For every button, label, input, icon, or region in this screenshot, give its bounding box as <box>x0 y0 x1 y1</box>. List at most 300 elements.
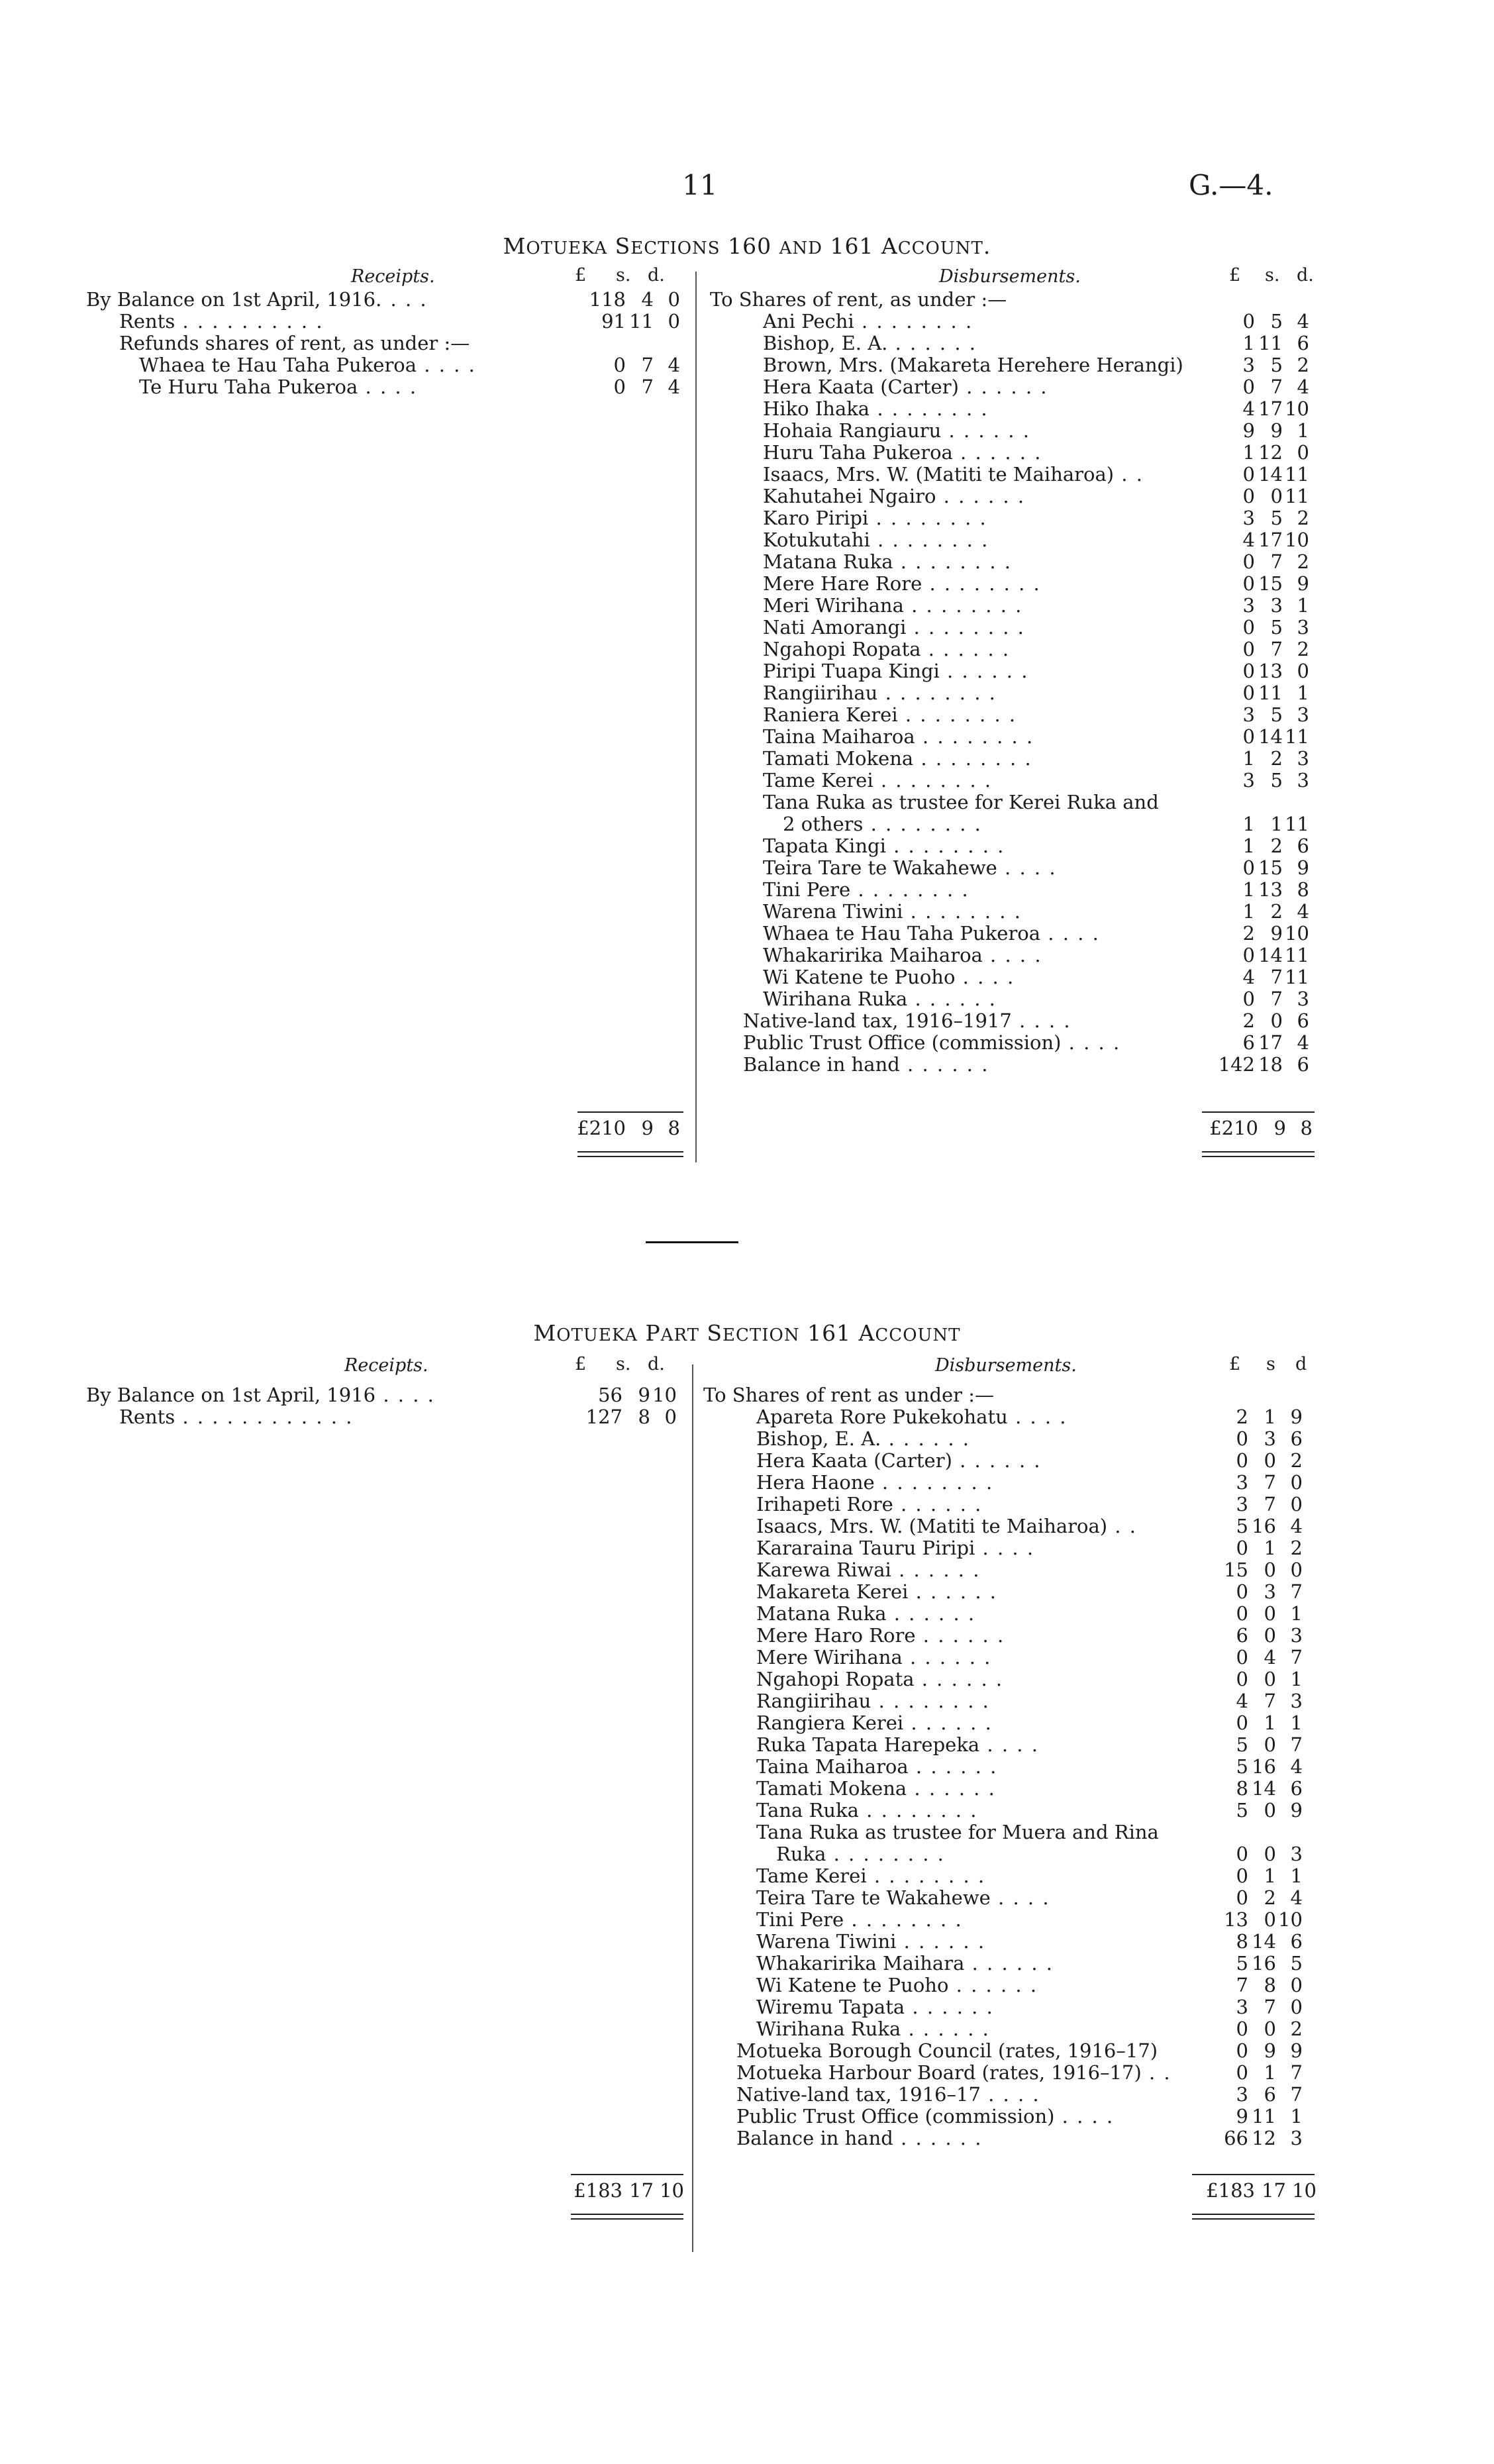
amount <box>1199 398 1315 420</box>
leader-dots: . . . . . . . . <box>874 1471 994 1494</box>
ledger-row <box>703 1975 1319 1996</box>
disbursements-heading-1: Disbursements. <box>939 266 1081 287</box>
amount-pence: 10 <box>1285 529 1309 551</box>
amount-shillings: 16 <box>1252 1952 1276 1975</box>
ledger-label-text: To Shares of rent as under :— <box>703 1384 995 1406</box>
amount-pounds: 0 <box>1236 1449 1248 1472</box>
amount-shillings: 13 <box>1258 660 1283 682</box>
leader-dots: . . <box>1114 463 1144 486</box>
leader-dots: . . . . <box>975 1537 1035 1559</box>
amount-pounds: 0 <box>1236 2018 1248 2040</box>
ledger-label-text: Kararaina Tauru Piripi <box>756 1537 975 1559</box>
ledger-label <box>763 901 1022 923</box>
amount <box>1199 551 1315 573</box>
ledger-label <box>119 333 470 354</box>
ledger-label-text: Rangiera Kerei <box>756 1712 904 1734</box>
ledger-label-text: Motueka Harbour Board (rates, 1916–17) <box>736 2061 1142 2084</box>
amount <box>1192 1822 1308 1843</box>
ledger-row <box>703 1472 1319 1494</box>
leader-dots: . . . . . . . . . . <box>175 310 324 333</box>
ledger-label <box>756 1581 997 1603</box>
ledger-label-text: Apareta Rore Pukekohatu <box>756 1406 1008 1428</box>
ledger-row <box>703 1450 1319 1472</box>
amount-pounds: 1 <box>1242 813 1255 835</box>
amount-pounds: 13 <box>1224 1908 1248 1931</box>
amount-pounds: 0 <box>1242 485 1255 507</box>
ledger-label <box>763 595 1022 617</box>
ledger-label-text: Hiko Ihaka <box>763 397 870 420</box>
amount-shillings: 3 <box>1270 594 1283 617</box>
amount-shillings: 0 <box>1270 485 1283 507</box>
ledger-row <box>703 1406 1319 1428</box>
ledger-row <box>710 835 1319 857</box>
amount-pounds: 0 <box>1236 1537 1248 1559</box>
ledger-label <box>763 442 1042 464</box>
ledger-label <box>763 529 989 551</box>
ledger-row <box>710 529 1319 551</box>
ledger-row <box>703 1625 1319 1647</box>
ledger-label <box>736 2062 1171 2084</box>
ledger-label <box>756 1865 985 1887</box>
amount <box>1199 901 1315 923</box>
amount-pounds: 118 <box>589 288 626 311</box>
amount-pounds: 0 <box>1236 1646 1248 1668</box>
receipts-rule-top-2 <box>571 2174 683 2175</box>
disbursements-rule-bottom-b-1 <box>1202 1156 1315 1157</box>
amount <box>1192 2084 1308 2106</box>
leader-dots: . . . . . . <box>887 332 977 354</box>
ledger-row <box>703 1953 1319 1975</box>
ledger-label <box>763 857 1057 879</box>
amount-pounds: 3 <box>1242 354 1255 376</box>
leader-dots: . . . . . . <box>886 1602 976 1625</box>
amount-pounds: 6 <box>1242 1031 1255 1054</box>
amount <box>1199 442 1315 464</box>
ledger-label-text: Te Huru Taha Pukeroa <box>139 376 358 398</box>
leader-dots: . . . . . . <box>936 485 1026 507</box>
amount-pounds: 2 <box>1242 1009 1255 1032</box>
column-divider-2 <box>692 1364 693 2252</box>
leader-dots: . . . . <box>375 288 428 311</box>
amount-shillings: 1 <box>1264 2061 1276 2084</box>
leader-dots: . . . . <box>997 856 1057 879</box>
leader-dots: . . . . . . . . <box>850 878 970 901</box>
amount <box>1199 464 1315 486</box>
amount-pence: 0 <box>1297 660 1309 682</box>
leader-dots: . . . . . . <box>901 2018 990 2040</box>
ledger-label-text: Meri Wirihana <box>763 594 904 617</box>
amount-pence: 3 <box>1297 747 1309 770</box>
amount-pounds: 0 <box>1236 1602 1248 1625</box>
amount <box>1192 1384 1308 1406</box>
leader-dots: . . . . . . <box>908 1755 998 1778</box>
amount-pence: 3 <box>1290 1690 1303 1712</box>
ledger-label-text: Ani Pechi <box>763 310 854 333</box>
amount-pence: 3 <box>1290 1624 1303 1647</box>
ledger-label <box>763 486 1025 507</box>
amount-pence: 1 <box>1290 1865 1303 1887</box>
amount <box>566 1406 682 1428</box>
ledger-row <box>710 792 1319 813</box>
amount-pence: 1 <box>1297 419 1309 442</box>
amount-shillings: 14 <box>1258 463 1283 486</box>
ledger-row <box>710 770 1319 792</box>
ledger-row <box>710 639 1319 660</box>
ledger-row <box>710 507 1319 529</box>
ledger-label <box>756 2018 990 2040</box>
amount <box>570 354 685 376</box>
amount <box>1199 770 1315 792</box>
amount-pence: 0 <box>1290 1996 1303 2018</box>
amount-pence: 6 <box>1297 835 1309 857</box>
ledger-label-text: Brown, Mrs. (Makareta Herehere Herangi) <box>763 354 1183 376</box>
amount-shillings: 7 <box>1270 550 1283 573</box>
leader-dots: . . . . . . <box>952 1449 1042 1472</box>
leader-dots: . . . . . . . . <box>870 529 989 551</box>
ledger-label <box>763 551 1012 573</box>
ledger-row <box>703 1559 1319 1581</box>
amount <box>1199 945 1315 966</box>
ledger-row <box>703 1712 1319 1734</box>
receipts-total-1: £210 9 8 <box>577 1117 680 1139</box>
receipts-rule-bottom-1 <box>577 1151 683 1153</box>
amount-pence: 5 <box>1290 1952 1303 1975</box>
ledger-label <box>763 333 977 354</box>
amount <box>1192 1668 1308 1690</box>
amount <box>1199 595 1315 617</box>
amount-pounds: 0 <box>1236 1886 1248 1909</box>
amount-shillings: 2 <box>1270 835 1283 857</box>
amount-shillings: 11 <box>1252 2105 1276 2128</box>
ledger-row <box>86 311 689 333</box>
amount <box>1192 1887 1308 1909</box>
amount <box>1199 857 1315 879</box>
amount-shillings: 8 <box>638 1406 650 1428</box>
ledger-label-text: Tamati Mokena <box>763 747 914 770</box>
ledger-row <box>710 289 1319 311</box>
ledger-label <box>763 660 1028 682</box>
amount-pence: 0 <box>668 288 680 311</box>
amount-pence: 11 <box>1285 813 1309 835</box>
ledger-label-text: Tapata Kingi <box>763 835 886 857</box>
amount-pounds: 0 <box>1242 682 1255 704</box>
ledger-label <box>756 1472 993 1494</box>
amount-pence: 9 <box>1290 1406 1303 1428</box>
leader-dots: . . . . . . <box>908 1580 998 1603</box>
leader-dots: . . . . <box>1061 1031 1121 1054</box>
amount-pence: 7 <box>1290 1646 1303 1668</box>
amount-shillings: 3 <box>1264 1427 1276 1450</box>
section-separator <box>646 1241 738 1243</box>
ledger-label-text: Balance in hand <box>743 1053 900 1076</box>
amount-pounds: 1 <box>1242 835 1255 857</box>
amount-pounds: 0 <box>1242 572 1255 595</box>
amount-shillings: 4 <box>1264 1646 1276 1668</box>
amount-shillings: 0 <box>1264 1668 1276 1690</box>
ledger-label <box>763 770 992 792</box>
ledger-row <box>703 1384 1319 1406</box>
amount-pounds: 0 <box>1242 616 1255 639</box>
amount-shillings: 7 <box>1270 988 1283 1010</box>
ledger-label <box>703 1384 994 1406</box>
amount <box>1199 1010 1315 1032</box>
leader-dots: . . . . <box>375 1384 435 1406</box>
amount-pence: 2 <box>1297 354 1309 376</box>
ledger-label-text: Warena Tiwini <box>756 1930 897 1953</box>
receipts-rule-bottom-b-1 <box>577 1156 683 1157</box>
amount-shillings: 2 <box>1270 747 1283 770</box>
amount-pounds: 0 <box>1242 856 1255 879</box>
amount-shillings: 17 <box>1258 529 1283 551</box>
ledger-label <box>756 1734 1039 1756</box>
amount <box>1199 792 1315 813</box>
amount-shillings: 17 <box>1258 397 1283 420</box>
amount-shillings: 7 <box>1264 1996 1276 2018</box>
amount <box>1192 1625 1308 1647</box>
ledger-label-text: Bishop, E. A. <box>756 1427 881 1450</box>
ledger-label-text: To Shares of rent, as under :— <box>710 288 1007 311</box>
amount-pence: 7 <box>1290 2061 1303 2084</box>
amount-pence: 6 <box>1297 332 1309 354</box>
amount-pence: 6 <box>1297 1009 1309 1032</box>
ledger-label-text: Refunds shares of rent, as under :— <box>119 332 470 354</box>
leader-dots: . . . . . . <box>952 441 1042 464</box>
leader-dots: . . . . <box>1040 922 1100 945</box>
leader-dots: . . . . . . . . <box>854 310 973 333</box>
amount <box>1192 1931 1308 1953</box>
ledger-label <box>783 813 982 835</box>
amount-pence: 11 <box>1285 966 1309 988</box>
leader-dots: . . . . . . . . <box>922 572 1041 595</box>
ledger-label <box>763 879 970 901</box>
ledger-row <box>86 354 689 376</box>
ledger-label-text: Mere Wirihana <box>756 1646 903 1668</box>
ledger-label-text: Wirihana Ruka <box>756 2018 901 2040</box>
ledger-label <box>756 1822 1159 1843</box>
leader-dots: . . . . . . <box>964 1952 1054 1975</box>
amount-shillings: 7 <box>641 354 654 376</box>
amount-shillings: 9 <box>1270 419 1283 442</box>
ledger-label-text: Rangiirihau <box>756 1690 872 1712</box>
ledger-row <box>86 333 689 354</box>
ledger-label <box>710 289 1007 311</box>
leader-dots: . . . . . . <box>907 1777 996 1800</box>
ledger-label-text: Raniera Kerei <box>763 703 898 726</box>
amount-pence: 1 <box>1290 1668 1303 1690</box>
amount-pence: 8 <box>1297 878 1309 901</box>
ledger-label <box>736 2040 1158 2062</box>
amount-shillings: 7 <box>1270 966 1283 988</box>
ledger-label-text: Rents <box>119 310 175 333</box>
amount-pence: 2 <box>1297 638 1309 660</box>
amount <box>1199 486 1315 507</box>
amount <box>1192 1406 1308 1428</box>
receipts-list-2 <box>86 1384 689 1428</box>
leader-dots: . . . . . . . . <box>885 835 1005 857</box>
leader-dots: . . . . . . . . <box>826 1843 945 1865</box>
amount-pounds: 5 <box>1236 1515 1248 1537</box>
ledger-row <box>86 1384 689 1406</box>
amount-pence: 1 <box>1290 1602 1303 1625</box>
amount-shillings: 0 <box>1264 1799 1276 1822</box>
leader-dots: . . . . . . <box>941 419 1030 442</box>
amount-pence: 9 <box>1297 572 1309 595</box>
ledger-label <box>119 1406 353 1428</box>
amount-shillings: 12 <box>1252 2127 1276 2149</box>
ledger-label <box>763 923 1100 945</box>
amount-pounds: 4 <box>1242 966 1255 988</box>
ledger-label-text: Piripi Tuapa Kingi <box>763 660 940 682</box>
leader-dots: . . . . <box>955 966 1015 988</box>
leader-dots: . . . . <box>980 2083 1040 2106</box>
amount-pounds: 0 <box>1242 463 1255 486</box>
account-title-1: MOTUEKA SECTIONS 160 AND 161 ACCOUNT. <box>503 233 991 259</box>
amount-pence: 0 <box>1290 1974 1303 1996</box>
disbursements-total-1: £210 9 8 <box>1209 1117 1313 1139</box>
leader-dots: . . . . <box>358 376 418 398</box>
amount-shillings: 7 <box>641 376 654 398</box>
leader-dots: . . . . . . . . <box>868 507 987 529</box>
ledger-row <box>703 2018 1319 2040</box>
ledger-label <box>763 682 997 704</box>
amount <box>1199 333 1315 354</box>
ledger-label-text: Karo Piripi <box>763 507 869 529</box>
leader-dots: . . . . . . <box>921 638 1011 660</box>
ledger-label-text: Isaacs, Mrs. W. (Matiti te Maiharoa) <box>763 463 1115 486</box>
amount-shillings: 7 <box>1264 1493 1276 1515</box>
amount-shillings: 9 <box>1264 2039 1276 2062</box>
ledger-label <box>756 1996 994 2018</box>
leader-dots: . . . . . . . . <box>897 703 1017 726</box>
amount <box>1192 2018 1308 2040</box>
ledger-label-text: Public Trust Office (commission) <box>743 1031 1062 1054</box>
leader-dots: . . . . <box>982 944 1042 966</box>
disbursements-rule-top-1 <box>1202 1111 1315 1113</box>
amount <box>1199 420 1315 442</box>
ledger-label <box>763 988 997 1010</box>
amount <box>1192 1559 1308 1581</box>
ledger-label-text: Tini Pere <box>763 878 851 901</box>
ledger-label <box>763 704 1017 726</box>
ledger-row <box>703 1537 1319 1559</box>
ledger-label-text: Nati Amorangi <box>763 616 907 639</box>
ledger-label <box>743 1054 989 1076</box>
amount <box>1199 682 1315 704</box>
ledger-label <box>756 1712 993 1734</box>
ledger-label-text: By Balance on 1st April, 1916 <box>86 288 376 311</box>
ledger-row <box>703 1515 1319 1537</box>
amount-pence: 2 <box>1297 550 1309 573</box>
amount <box>1199 988 1315 1010</box>
ledger-label <box>763 311 973 333</box>
amount-pounds: 0 <box>1242 660 1255 682</box>
amount-shillings: 13 <box>1258 878 1283 901</box>
ledger-label <box>756 1406 1068 1428</box>
ledger-label <box>763 726 1034 748</box>
amount-pounds: 0 <box>1236 1668 1248 1690</box>
ledger-label-text: 2 others <box>783 813 864 835</box>
amount-pence: 10 <box>652 1384 677 1406</box>
ledger-label <box>756 1647 991 1668</box>
amount-pounds: 5 <box>1236 1952 1248 1975</box>
amount-pence: 10 <box>1285 922 1309 945</box>
amount <box>1199 311 1315 333</box>
leader-dots: . . . . . . <box>948 1974 1038 1996</box>
leader-dots: . . . . <box>417 354 476 376</box>
amount-pounds: 0 <box>1236 1712 1248 1734</box>
ledger-label <box>763 748 1032 770</box>
leader-dots: . . . . <box>979 1733 1039 1756</box>
ledger-label-text: Whakaririka Maihara <box>756 1952 965 1975</box>
leader-dots: . . . . . . . . <box>871 1690 990 1712</box>
amount-pence: 9 <box>1290 1799 1303 1822</box>
disbursements-heading-2: Disbursements. <box>935 1355 1077 1376</box>
ledger-label <box>763 617 1025 639</box>
amount-pounds: 2 <box>1242 922 1255 945</box>
amount-shillings: 7 <box>1270 638 1283 660</box>
amount-pence: 0 <box>668 310 680 333</box>
ledger-label-text: Huru Taha Pukeroa <box>763 441 953 464</box>
amount-pence: 2 <box>1290 1537 1303 1559</box>
amount <box>566 1384 682 1406</box>
amount-shillings: 5 <box>1270 769 1283 792</box>
amount-pence: 11 <box>1285 725 1309 748</box>
ledger-label-text: Bishop, E. A. <box>763 332 888 354</box>
ledger-row <box>710 748 1319 770</box>
amount-shillings: 0 <box>1264 1843 1276 1865</box>
ledger-label <box>763 376 1048 398</box>
amount-pounds: 3 <box>1242 703 1255 726</box>
amount-pounds: 0 <box>1242 310 1255 333</box>
ledger-label <box>756 1756 997 1778</box>
amount <box>1199 507 1315 529</box>
amount-pounds: 0 <box>1236 2061 1248 2084</box>
receipts-rule-bottom-b-2 <box>571 2218 683 2220</box>
amount <box>1199 376 1315 398</box>
ledger-row <box>710 704 1319 726</box>
ledger-row <box>710 354 1319 376</box>
amount-pence: 4 <box>1290 1755 1303 1778</box>
ledger-label <box>763 966 1015 988</box>
ledger-label-text: Karewa Riwai <box>756 1559 891 1581</box>
ledger-row <box>710 617 1319 639</box>
amount <box>1199 1054 1315 1076</box>
amount <box>1199 748 1315 770</box>
leader-dots: . . . . . . <box>899 1053 989 1076</box>
ledger-label <box>763 420 1030 442</box>
disbursements-list-2 <box>703 1384 1319 2149</box>
ledger-label <box>756 1953 1054 1975</box>
ledger-label-text: Rents <box>119 1406 175 1428</box>
amount-pounds: 3 <box>1242 769 1255 792</box>
ledger-row <box>710 464 1319 486</box>
amount-shillings: 5 <box>1270 616 1283 639</box>
ledger-label-text: Hera Kaata (Carter) <box>763 376 959 398</box>
page-number: 11 <box>682 169 718 201</box>
ledger-label-text: Teira Tare te Wakahewe <box>763 856 997 879</box>
ledger-row <box>703 1887 1319 1909</box>
amount-shillings: 0 <box>1264 1449 1276 1472</box>
ledger-label-text: Kotukutahi <box>763 529 870 551</box>
ledger-label-text: Teira Tare te Wakahewe <box>756 1886 991 1909</box>
amount <box>1192 1800 1308 1822</box>
amount-pence: 3 <box>1297 769 1309 792</box>
leader-dots: . . . . . . <box>902 1646 992 1668</box>
leader-dots: . . . . . . . . <box>906 616 1025 639</box>
amount-shillings: 11 <box>629 310 654 333</box>
ledger-row <box>703 1996 1319 2018</box>
amount <box>1199 660 1315 682</box>
